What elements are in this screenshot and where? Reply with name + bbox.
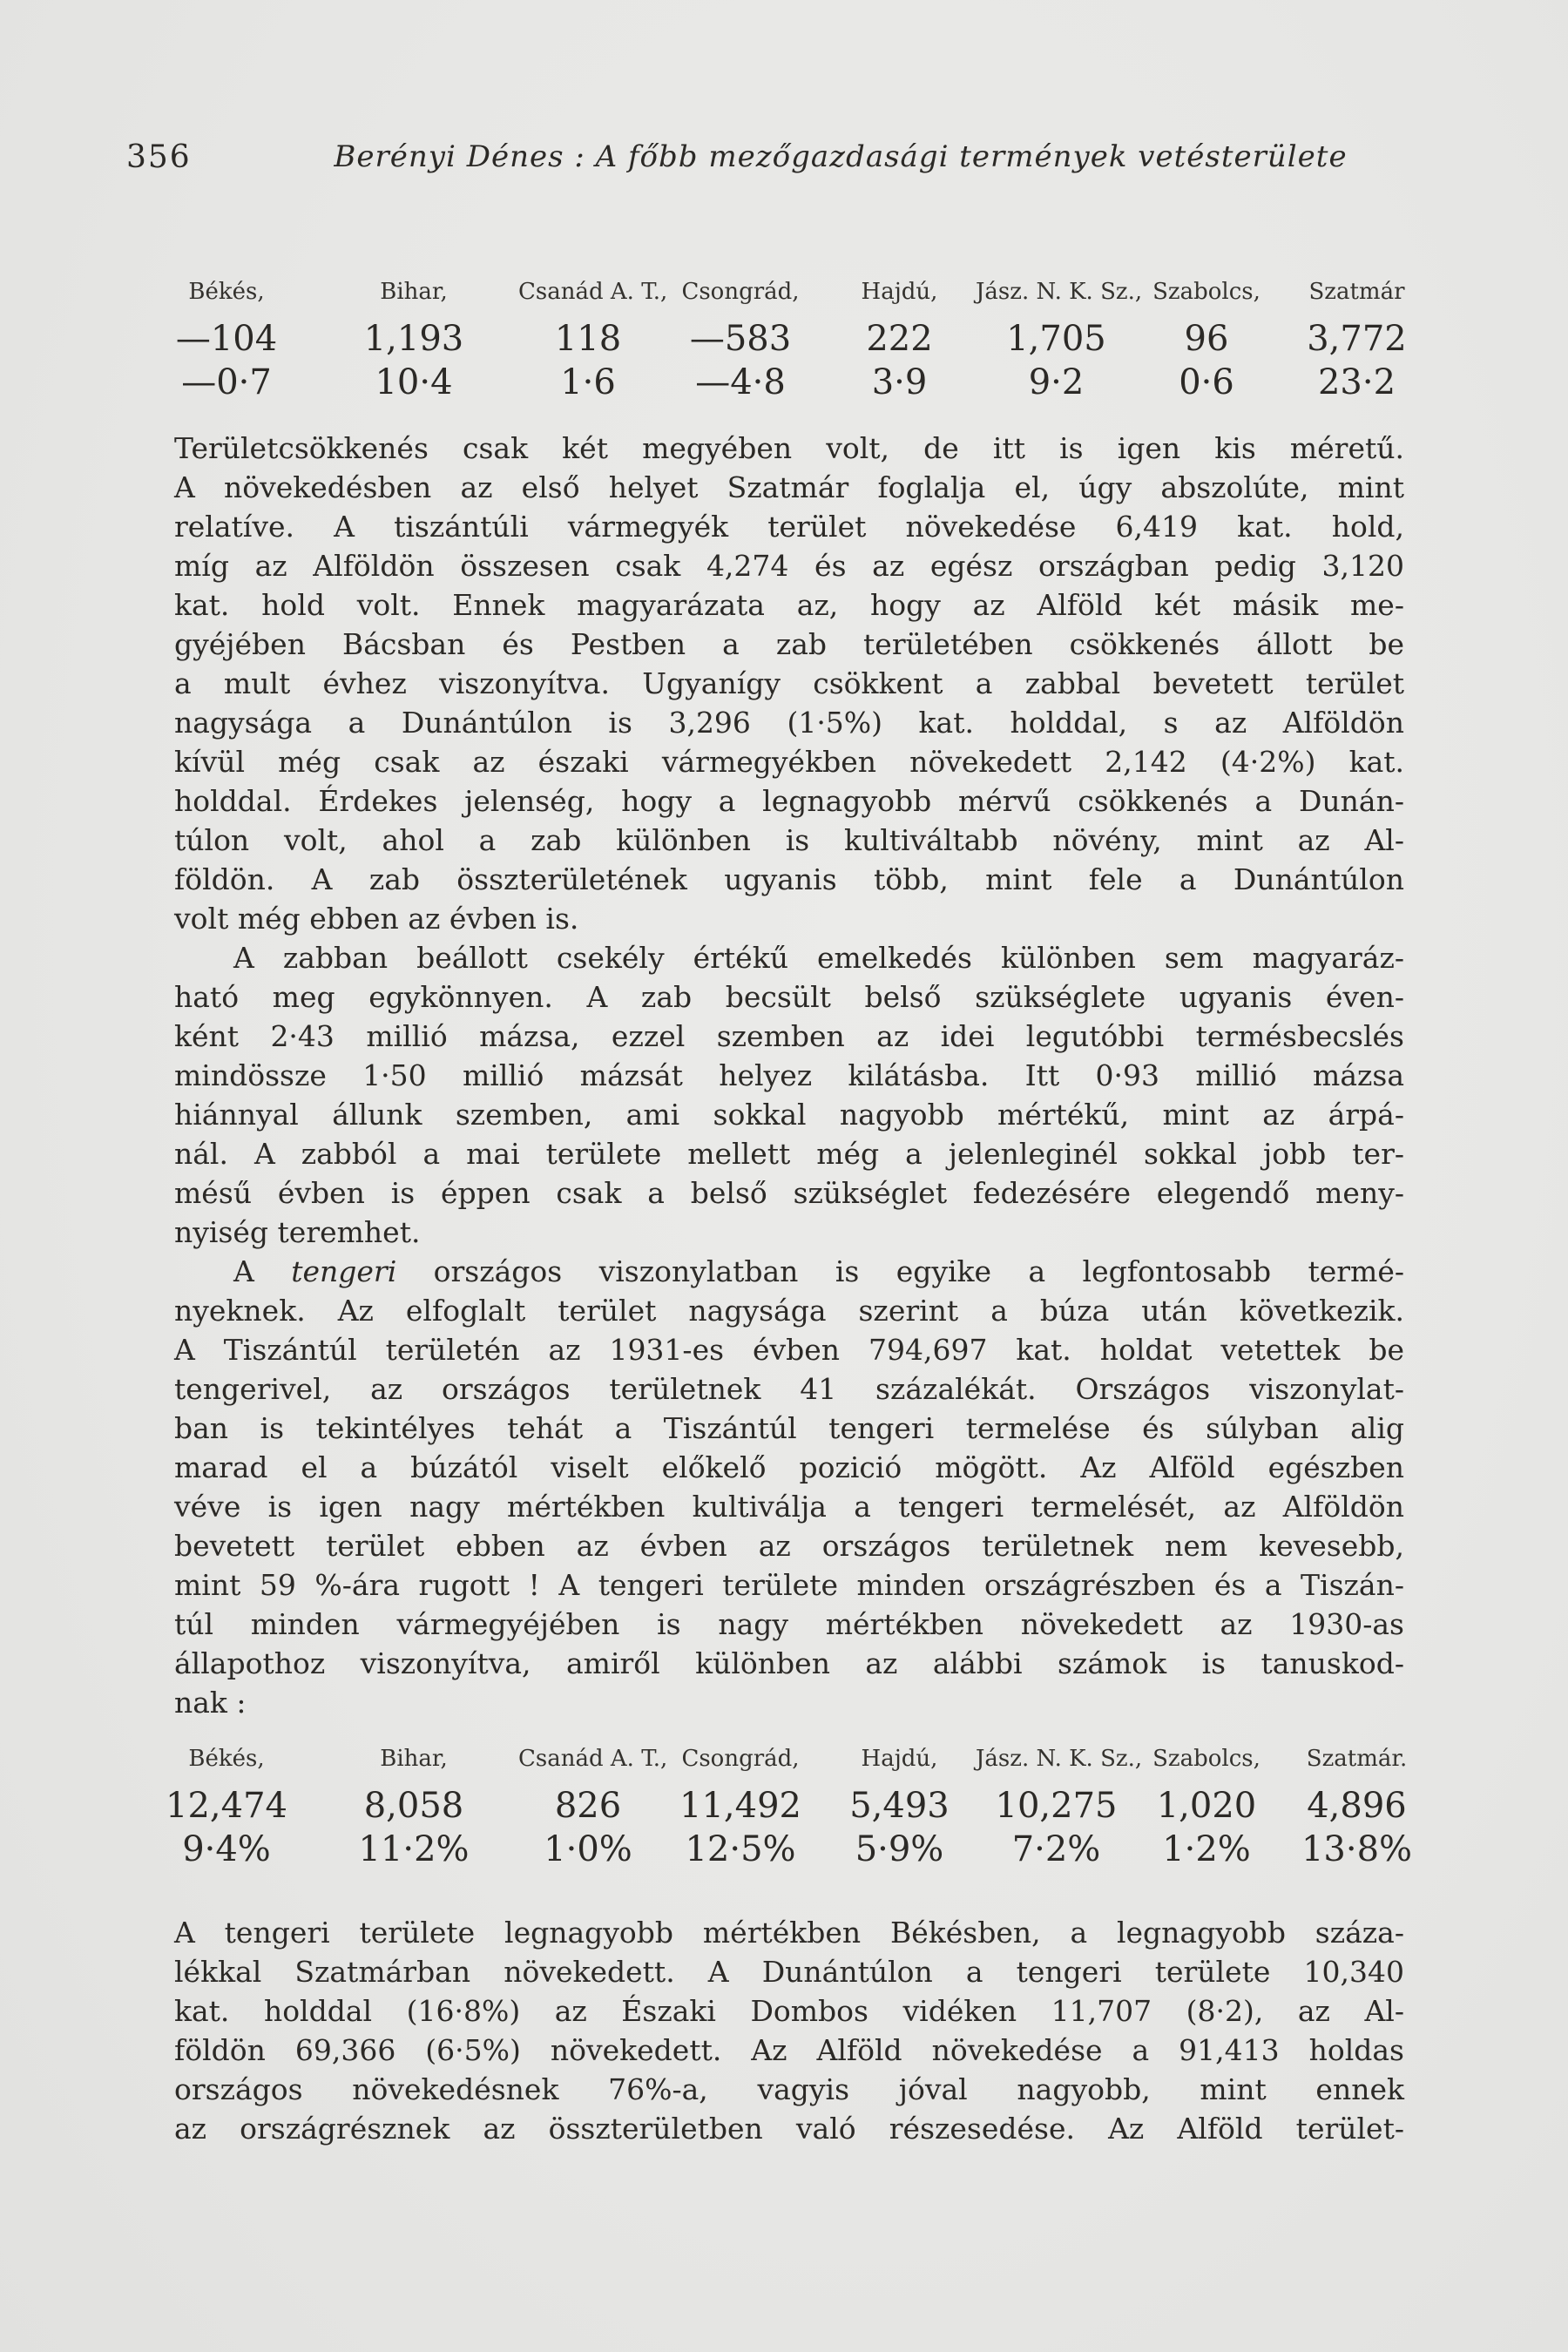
paragraph-1-line-13: volt még ebben az évben is. — [174, 902, 579, 936]
table2-header-5: Hajdú, — [861, 1746, 938, 1772]
table1-cell-r2c7: 0·6 — [1179, 362, 1234, 402]
paragraph-1-line-7: a mult évhez viszonyítva. Ugyanígy csökkent a zabbal bevetett terület — [174, 666, 1404, 700]
closing-paragraph-line-5: országos növekedésnek 76%-a, vagyis jóval nagyobb, mint ennek — [174, 2072, 1404, 2106]
paragraph-1-line-1: Területcsökkenés csak két megyében volt, de itt is igen kis méretű. — [174, 431, 1404, 465]
italic-term: tengeri — [291, 1254, 397, 1288]
table2-header-2: Bihar, — [380, 1746, 448, 1772]
paragraph-3-line-7: véve is igen nagy mértékben kultiválja a tengeri termelését, az Alföldön — [174, 1490, 1404, 1524]
table2-cell-r1c1: 12,474 — [166, 1786, 287, 1826]
table2-header-7: Szabolcs, — [1152, 1746, 1260, 1772]
table1-cell-r2c2: 10·4 — [375, 362, 453, 402]
closing-paragraph-line-2: lékkal Szatmárban növekedett. A Dunántúlon a tengeri területe 10,340 — [174, 1955, 1404, 1989]
table1-cell-r1c2: 1,193 — [363, 319, 464, 359]
paragraph-3-line-3: A Tiszántúl területén az 1931-es évben 794,697 kat. holdat vetettek be — [174, 1333, 1404, 1367]
paragraph-1-line-5: kat. hold volt. Ennek magyarázata az, hogy az Alföld két másik me- — [174, 588, 1404, 622]
table1-header-7: Szabolcs, — [1152, 279, 1260, 305]
paragraph-1-line-2: A növekedésben az első helyet Szatmár foglalja el, úgy abszolúte, mint — [174, 470, 1404, 504]
running-title: Berényi Dénes : A főbb mezőgazdasági termények vetésterülete — [334, 139, 1348, 174]
paragraph-1-line-10: holddal. Érdekes jelenség, hogy a legnagyobb mérvű csökkenés a Dunán- — [174, 784, 1404, 818]
table1-cell-r2c5: 3·9 — [871, 362, 928, 402]
paragraph-1-line-11: túlon volt, ahol a zab különben is kultiváltabb növény, mint az Al- — [174, 823, 1404, 857]
table1-cell-r1c1: —104 — [175, 319, 278, 359]
paragraph-2-line-7: mésű évben is éppen csak a belső szükséglet fedezésére elegendő meny- — [174, 1176, 1404, 1210]
table2-cell-r2c3: 1·0% — [544, 1829, 632, 1869]
paragraph-2-line-4: mindössze 1·50 millió mázsát helyez kilátásba. Itt 0·93 millió mázsa — [174, 1058, 1404, 1092]
paragraph-1-line-8: nagysága a Dunántúlon is 3,296 (1·5%) kat. holddal, s az Alföldön — [174, 706, 1404, 740]
county-change-table-maize — [144, 1742, 1437, 1871]
table1-header-2: Bihar, — [380, 279, 448, 305]
table2-cell-r2c2: 11·2% — [358, 1829, 470, 1869]
paragraph-3-line-8: bevetett terület ebben az évben az országos területnek nem kevesebb, — [174, 1529, 1404, 1563]
table1-cell-r2c1: —0·7 — [181, 362, 272, 402]
paragraph-2-line-5: hiánnyal állunk szemben, ami sokkal nagyobb mértékű, mint az árpá- — [174, 1098, 1404, 1132]
table2-header-1: Békés, — [188, 1746, 265, 1772]
page-number: 356 — [126, 139, 192, 175]
table2-cell-r2c1: 9·4% — [182, 1829, 271, 1869]
table1-cell-r1c3: 118 — [554, 319, 622, 359]
table1-header-3: Csanád A. T., — [518, 279, 668, 305]
paragraph-1-line-6: gyéjében Bácsban és Pestben a zab területében csökkenés állott be — [174, 627, 1404, 661]
paragraph-1-line-9: kívül még csak az északi vármegyékben növekedett 2,142 (4·2%) kat. — [174, 745, 1404, 779]
paragraph-3-line-4: tengerivel, az országos területnek 41 százalékát. Országos viszonylat- — [174, 1372, 1404, 1406]
paragraph-3 — [174, 1252, 1404, 1722]
table2-cell-r1c2: 8,058 — [363, 1786, 464, 1826]
table1-cell-r2c3: 1·6 — [560, 362, 616, 402]
table2-cell-r1c5: 5,493 — [849, 1786, 950, 1826]
paragraph-3-line-1: A tengeri országos viszonylatban is egyike a legfontosabb termé- — [233, 1254, 1404, 1288]
paragraph-2-line-8: nyiség teremhet. — [174, 1215, 421, 1249]
table2-cell-r2c4: 12·5% — [685, 1829, 796, 1869]
table1-cell-r1c4: —583 — [689, 319, 792, 359]
table2-cell-r2c8: 13·8% — [1301, 1829, 1413, 1869]
paragraph-1-line-4: míg az Alföldön összesen csak 4,274 és az egész országban pedig 3,120 — [174, 549, 1404, 583]
paragraph-3-line-2: nyeknek. Az elfoglalt terület nagysága szerint a búza után következik. — [174, 1294, 1404, 1328]
paragraph-1-line-12: földön. A zab összterületének ugyanis több, mint fele a Dunántúlon — [174, 862, 1404, 896]
table2-header-3: Csanád A. T., — [518, 1746, 668, 1772]
table2-cell-r1c3: 826 — [554, 1786, 622, 1826]
table1-cell-r1c7: 96 — [1184, 319, 1229, 359]
table2-cell-r2c7: 1·2% — [1162, 1829, 1251, 1869]
table1-header-6: Jász. N. K. Sz., — [976, 279, 1143, 305]
paragraph-3-line-11: állapothoz viszonyítva, amiről különben az alábbi számok is tanuskod- — [174, 1646, 1404, 1680]
paragraph-3-line-5: ban is tekintélyes tehát a Tiszántúl tengeri termelése és súlyban alig — [174, 1411, 1404, 1445]
table1-header-5: Hajdú, — [861, 279, 938, 305]
table1-cell-r1c6: 1,705 — [1006, 319, 1106, 359]
table1-cell-r2c6: 9·2 — [1028, 362, 1085, 402]
table1-cell-r1c8: 3,772 — [1307, 319, 1407, 359]
table1-header-8: Szatmár — [1308, 279, 1405, 305]
paragraph-2 — [174, 938, 1404, 1252]
table2-cell-r1c7: 1,020 — [1156, 1786, 1257, 1826]
table1-cell-r1c5: 222 — [866, 319, 933, 359]
closing-paragraph — [174, 1913, 1404, 2148]
table2-header-4: Csongrád, — [681, 1746, 800, 1772]
table2-cell-r1c4: 11,492 — [679, 1786, 801, 1826]
paragraph-3-line-12: nak : — [174, 1686, 247, 1720]
paragraph-3-line-9: mint 59 %-ára rugott ! A tengeri területe minden országrészben és a Tiszán- — [174, 1568, 1404, 1602]
county-change-table-oats — [144, 275, 1437, 404]
closing-paragraph-line-4: földön 69,366 (6·5%) növekedett. Az Alföld növekedése a 91,413 holdas — [174, 2033, 1404, 2067]
table2-header-8: Szatmár. — [1306, 1746, 1408, 1772]
paragraph-2-line-3: ként 2·43 millió mázsa, ezzel szemben az idei legutóbbi termésbecslés — [174, 1019, 1404, 1053]
paragraph-2-line-2: ható meg egykönnyen. A zab becsült belső szükséglete ugyanis éven- — [174, 980, 1404, 1014]
table2-cell-r2c6: 7·2% — [1011, 1829, 1101, 1869]
paragraph-2-line-6: nál. A zabból a mai területe mellett még a jelenleginél sokkal jobb ter- — [174, 1137, 1404, 1171]
table1-cell-r2c4: —4·8 — [695, 362, 786, 402]
closing-paragraph — [174, 1913, 1404, 2148]
body-paragraphs — [174, 429, 1404, 1722]
paragraph-3-line-6: marad el a búzától viselt előkelő pozició mögött. Az Alföld egészben — [174, 1450, 1404, 1484]
closing-paragraph-line-6: az országrésznek az összterületben való részesedése. Az Alföld terület- — [174, 2112, 1404, 2146]
table2-cell-r1c8: 4,896 — [1307, 1786, 1407, 1826]
closing-paragraph-line-1: A tengeri területe legnagyobb mértékben Békésben, a legnagyobb száza- — [174, 1916, 1404, 1950]
table2-cell-r2c5: 5·9% — [855, 1829, 944, 1869]
paragraph-2-line-1: A zabban beállott csekély értékű emelkedés különben sem magyaráz- — [233, 941, 1404, 975]
page-header — [126, 139, 1407, 183]
table2-header-6: Jász. N. K. Sz., — [976, 1746, 1143, 1772]
paragraph-1 — [174, 429, 1404, 938]
table1-cell-r2c8: 23·2 — [1317, 362, 1396, 402]
closing-paragraph-line-3: kat. holddal (16·8%) az Északi Dombos vidéken 11,707 (8·2), az Al- — [174, 1994, 1404, 2028]
table1-header-1: Békés, — [188, 279, 265, 305]
table2-cell-r1c6: 10,275 — [995, 1786, 1118, 1826]
table1-header-4: Csongrád, — [681, 279, 800, 305]
paragraph-1-line-3: relatíve. A tiszántúli vármegyék terület növekedése 6,419 kat. hold, — [174, 510, 1404, 544]
paragraph-3-line-10: túl minden vármegyéjében is nagy mértékben növekedett az 1930-as — [174, 1607, 1404, 1641]
